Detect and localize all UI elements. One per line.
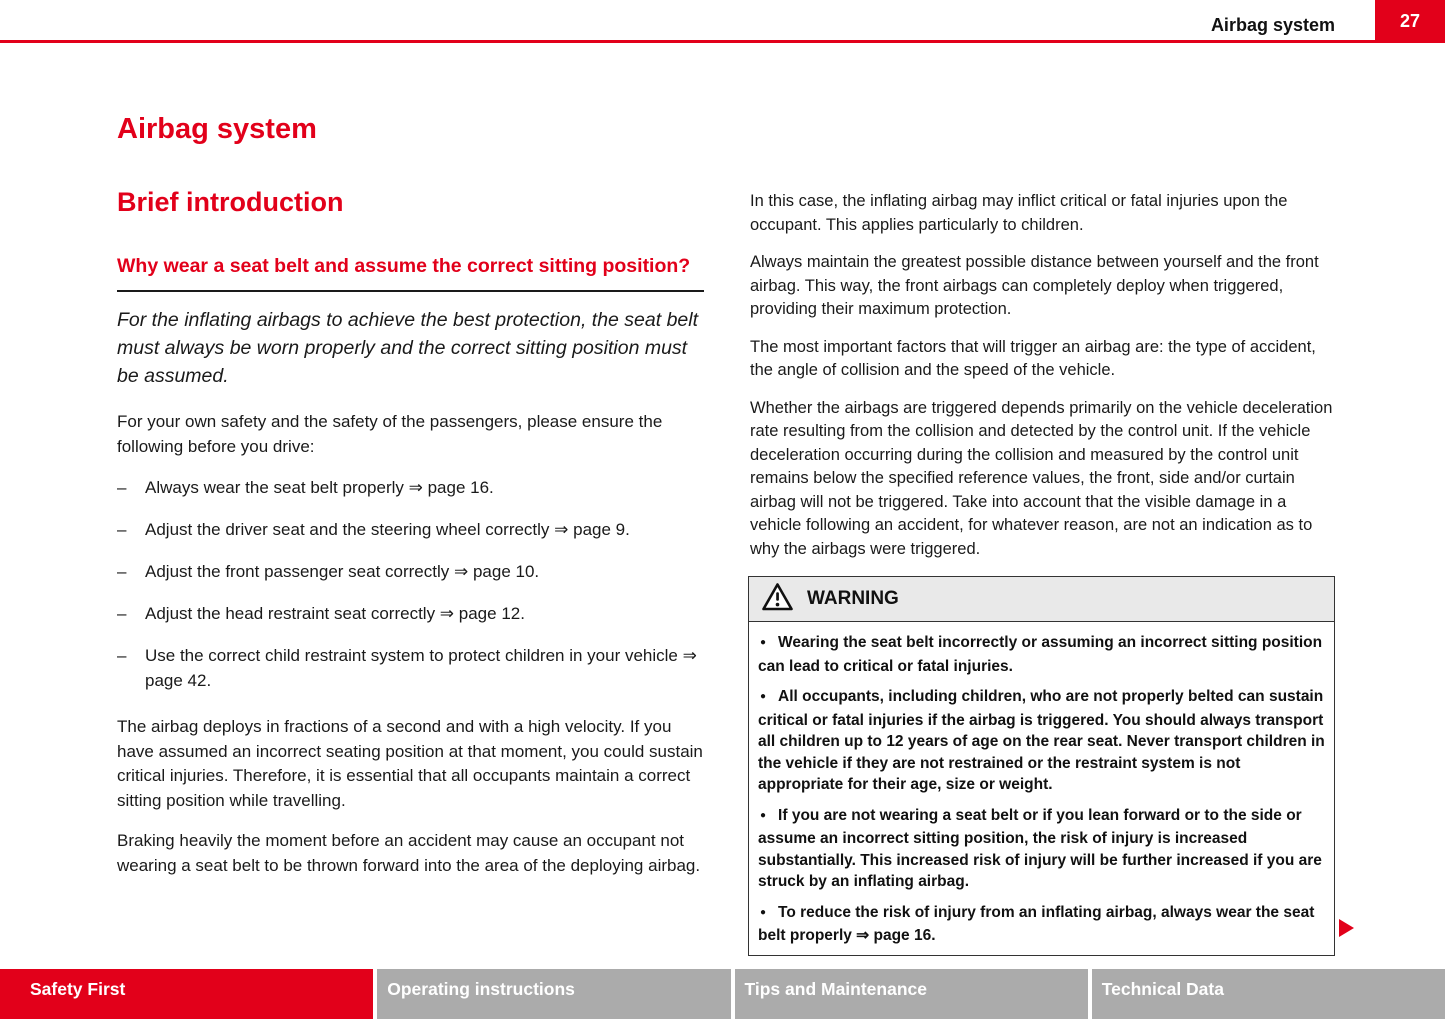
list-item [117,643,704,693]
warning-item [758,902,1325,947]
warning-title: WARNING [807,588,899,609]
body-paragraph: Whether the airbags are triggered depends primarily on the vehicle deceleration rate resulting from the collision and detected by the control unit. If the vehicle deceleration occurring during the collision and measured by the control unit remains below the specified reference values, the front, side and/or curtain airbag will not be triggered. Take into account that the visible damage in a vehicle following an accident, for whatever reason, are not an indication as to why the airbags were triggered. [750,398,1333,558]
footer-tab-label: Technical Data [1101,979,1224,999]
footer-tab-operating-instructions[interactable] [377,969,730,1019]
section-heading: Brief introduction [117,187,344,217]
footer-tab-bar [0,969,1445,1019]
body-paragraph: Braking heavily the moment before an accident may cause an occupant not wearing a seat belt to be thrown forward into the area of the deploying airbag. [117,831,701,875]
bullet-icon: ● [760,637,767,648]
list-item-text: Adjust the driver seat and the steering wheel correctly ⇒ page 9. [145,520,630,539]
chapter-title: Airbag system [117,113,317,145]
footer-tab-label: Safety First [30,979,126,999]
warning-item [758,632,1325,677]
list-item-text: Use the correct child restraint system to protect children in your vehicle ⇒ page 42. [145,646,697,690]
warning-item-text: To reduce the risk of injury from an inflating airbag, always wear the seat belt properly ⇒ page 16. [758,903,1315,944]
header-section-title: Airbag system [1210,15,1335,35]
warning-triangle-icon [761,582,794,617]
list-item [117,517,704,542]
list-item [117,601,704,626]
bullet-icon: ● [760,809,767,821]
header-rule [0,40,1375,43]
list-item-text: Adjust the head restraint seat correctly ⇒ page 12. [145,604,525,623]
list-dash: – [117,520,127,539]
list-dash: – [117,604,127,623]
footer-tab-label: Tips and Maintenance [744,979,927,999]
body-paragraph: The most important factors that will trigger an airbag are: the type of accident, the angle of collision and the speed of the vehicle. [750,337,1316,379]
intro-paragraph: For your own safety and the safety of the passengers, please ensure the following before you drive: [117,412,663,456]
list-dash: – [117,478,127,497]
footer-tab-tips-maintenance[interactable] [735,969,1088,1019]
body-paragraph: The airbag deploys in fractions of a second and with a high velocity. If you have assumed an incorrect seating position at that moment, you could sustain critical injuries. Therefore, it is essential that all occupants maintain a correct sitting position while travelling. [117,717,703,810]
body-paragraph: In this case, the inflating airbag may inflict critical or fatal injuries upon the occupant. This applies particularly to children. [750,192,1288,234]
footer-tab-safety-first[interactable] [0,969,373,1019]
warning-header [749,577,1334,622]
list-dash: – [117,562,127,581]
list-item [117,475,704,500]
warning-item [758,805,1325,893]
list-item-text: Always wear the seat belt properly ⇒ page 16. [145,478,494,497]
left-column [117,112,704,894]
lead-paragraph: For the inflating airbags to achieve the best protection, the seat belt must always be worn properly and the correct sitting position must be assumed. [117,309,699,387]
instruction-list [117,475,704,693]
warning-item-text: Wearing the seat belt incorrectly or assuming an incorrect sitting position can lead to critical or fatal injuries. [758,634,1323,675]
bullet-icon: ● [760,906,767,918]
list-item [117,559,704,584]
body-paragraph: Always maintain the greatest possible distance between yourself and the front airbag. This way, the front airbags can completely deploy when triggered, providing their maximum protection. [750,253,1319,318]
warning-box [748,576,1335,956]
bullet-icon: ● [760,691,767,702]
list-item-text: Adjust the front passenger seat correctly ⇒ page 10. [145,562,540,581]
topic-heading: Why wear a seat belt and assume the correct sitting position? [117,252,704,292]
warning-item [758,686,1325,796]
next-page-arrow-icon [1339,919,1354,937]
list-dash: – [117,646,127,665]
warning-item-text: All occupants, including children, who are not properly belted can sustain critical or fatal injuries if the airbag is triggered. You should always transport all children up to 12 years of age on the rear seat. Never transport children in the vehicle if they are not restrained or the restraint system is not appropriate for their age, size or weight. [758,688,1325,793]
right-column [750,190,1335,575]
footer-tab-technical-data[interactable] [1092,969,1445,1019]
warning-body [749,622,1334,955]
footer-tab-label: Operating instructions [387,979,575,999]
warning-item-text: If you are not wearing a seat belt or if you lean forward or to the side or assume an incorrect sitting position, the risk of injury is increased substantially. This increased risk of injury will be further increased if you are struck by an inflating airbag. [758,806,1322,890]
page-number-badge: 27 [1375,0,1445,43]
